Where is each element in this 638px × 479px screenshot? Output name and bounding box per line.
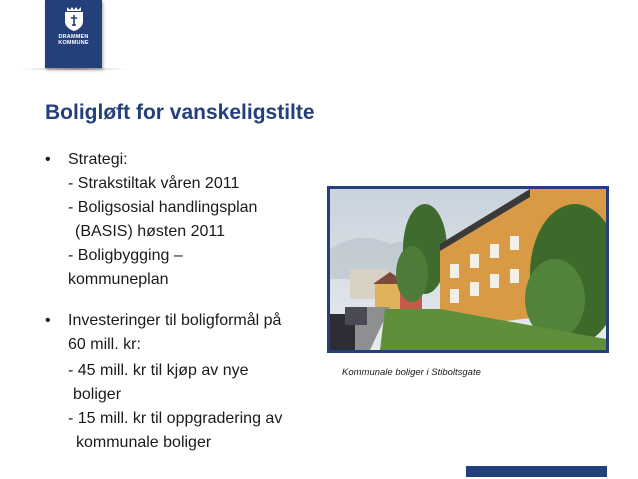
bullet-line: (BASIS) høsten 2011	[75, 223, 225, 240]
slide-content	[45, 148, 320, 455]
bullet-line: - Boligsosial handlingsplan	[68, 199, 258, 216]
bullet-investments	[45, 309, 320, 333]
logo-text: DRAMMEN KOMMUNE	[58, 34, 89, 46]
bullet-dot: •	[45, 151, 51, 168]
bullet-line: - Boligbygging –	[68, 247, 183, 264]
drammen-kommune-logo	[45, 0, 102, 68]
bullet-line: - 15 mill. kr til oppgradering av	[68, 410, 283, 427]
bullet-line: - Strakstiltak våren 2011	[68, 175, 240, 192]
housing-photo	[327, 186, 609, 353]
coat-of-arms-icon	[63, 6, 85, 32]
photo-caption: Kommunale boliger i Stiboltsgate	[342, 367, 481, 378]
bullet-heading: Strategi:	[68, 151, 128, 168]
bullet-line: kommuneplan	[68, 271, 169, 288]
footer-accent-bar	[466, 466, 607, 477]
bullet-line: kommunale boliger	[76, 434, 212, 451]
bullet-dot: •	[45, 312, 51, 329]
bullet-heading: Investeringer til boligformål på	[68, 312, 282, 329]
bullet-line: - 45 mill. kr til kjøp av nye	[68, 362, 249, 379]
bullet-line: boliger	[73, 386, 122, 403]
bullet-line: 60 mill. kr:	[68, 336, 141, 353]
slide-title: Boligløft for vanskeligstilte	[45, 101, 315, 124]
logo-divider	[22, 68, 127, 70]
bullet-strategy	[45, 148, 320, 172]
